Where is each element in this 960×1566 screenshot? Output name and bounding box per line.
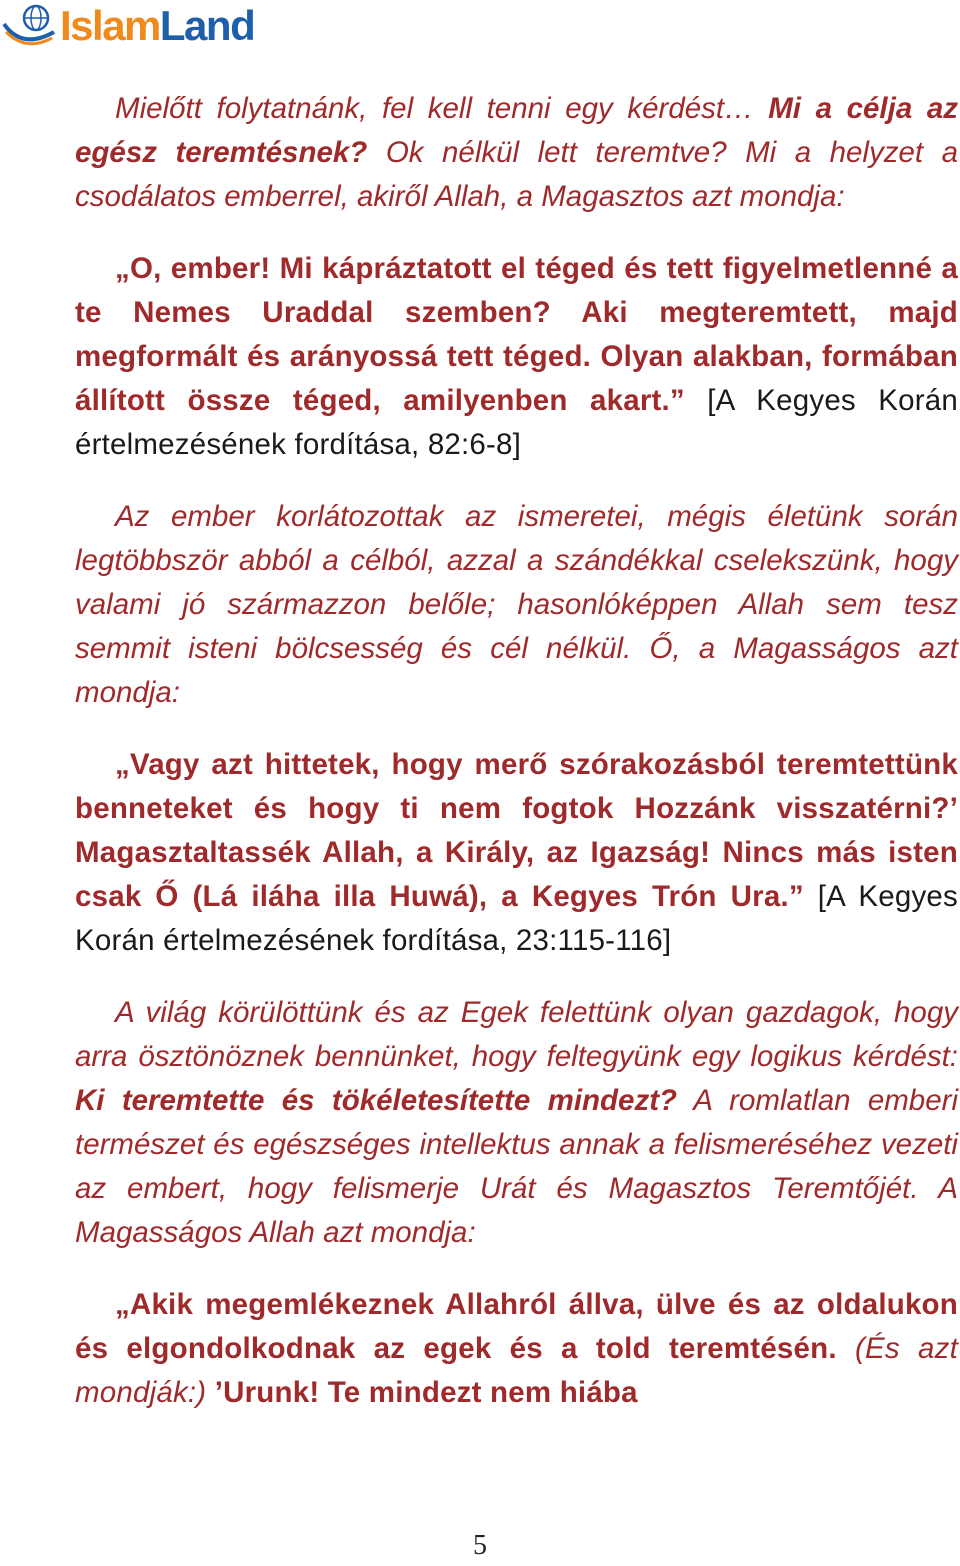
logo-word-land: Land [159,2,255,49]
intro-text-1: Mielőtt folytatnánk, fel kell tenni egy kérdést… [115,92,769,125]
quran-quote-3 [75,1283,958,1415]
world-text-2: A romlatlan emberi természet és egészséges intellektus annak a felismeréséhez vezeti az embert, hogy felismerje Urát és Magasztos Teremtőjét. A Magasságos Allah azt mondja: [75,1084,958,1249]
quote-1-reference: [A Kegyes Korán értelmezésének fordítása, 82:6-8] [75,384,958,461]
quote-3-text-1: „Akik megemlékeznek Allahról állva, ülve és az oldalukon és elgondolkodnak az egek és a told teremtésén. [75,1288,958,1365]
document-body [75,87,958,1415]
intro-question: Mi a célja az egész teremtésnek? [75,92,958,169]
logo-wordmark [60,2,254,50]
page-number: 5 [473,1530,487,1561]
paragraph-intro [75,87,958,219]
quran-quote-1 [75,247,958,467]
paragraph-purpose [75,495,958,715]
purpose-text: Az ember korlátozottak az ismeretei, mégis életünk során legtöbbször abból a célból, azzal a szándékkal cselekszünk, hogy valami jó származzon belőle; hasonlóképpen Allah sem tesz semmit isteni bölcsesség és cél nélkül. Ő, a Magasságos azt mondja: [75,500,958,709]
quote-3-aside: (És azt mondják:) [75,1332,958,1409]
world-question: Ki teremtette és tökéletesítette mindezt? [75,1084,678,1117]
quote-2-reference: [A Kegyes Korán értelmezésének fordítása, 23:115-116] [75,880,958,957]
quote-2-text: „Vagy azt hittetek, hogy merő szórakozásból teremtettünk benneteket és hogy ti nem fogtok Hozzánk visszatérni?’ Magasztaltassék Allah, a Király, az Igazság! Nincs más isten csak Ő (Lá iláha illa Huwá), a Kegyes Trón Ura.” [75,748,958,913]
globe-swoosh-icon [2,2,58,50]
quote-1-text: „O, ember! Mi kápráztatott el téged és tett figyelmetlenné a te Nemes Uraddal szemben? Aki megteremtett, majd megformált és arányossá tett téged. Olyan alakban, formában állított össze téged, amilyenben akart.” [75,252,958,417]
quran-quote-2 [75,743,958,963]
islamland-logo [2,2,302,50]
paragraph-world [75,991,958,1255]
quote-3-text-2: ’Urunk! Te mindezt nem hiába [206,1376,638,1409]
intro-text-2: Ok nélkül lett teremtve? Mi a helyzet a csodálatos emberrel, akiről Allah, a Magasztos azt mondja: [75,136,958,213]
world-text-1: A világ körülöttünk és az Egek felettünk olyan gazdagok, hogy arra ösztönöznek bennünket, hogy feltegyünk egy logikus kérdést: [75,996,958,1073]
logo-word-islam: Islam [60,2,160,49]
